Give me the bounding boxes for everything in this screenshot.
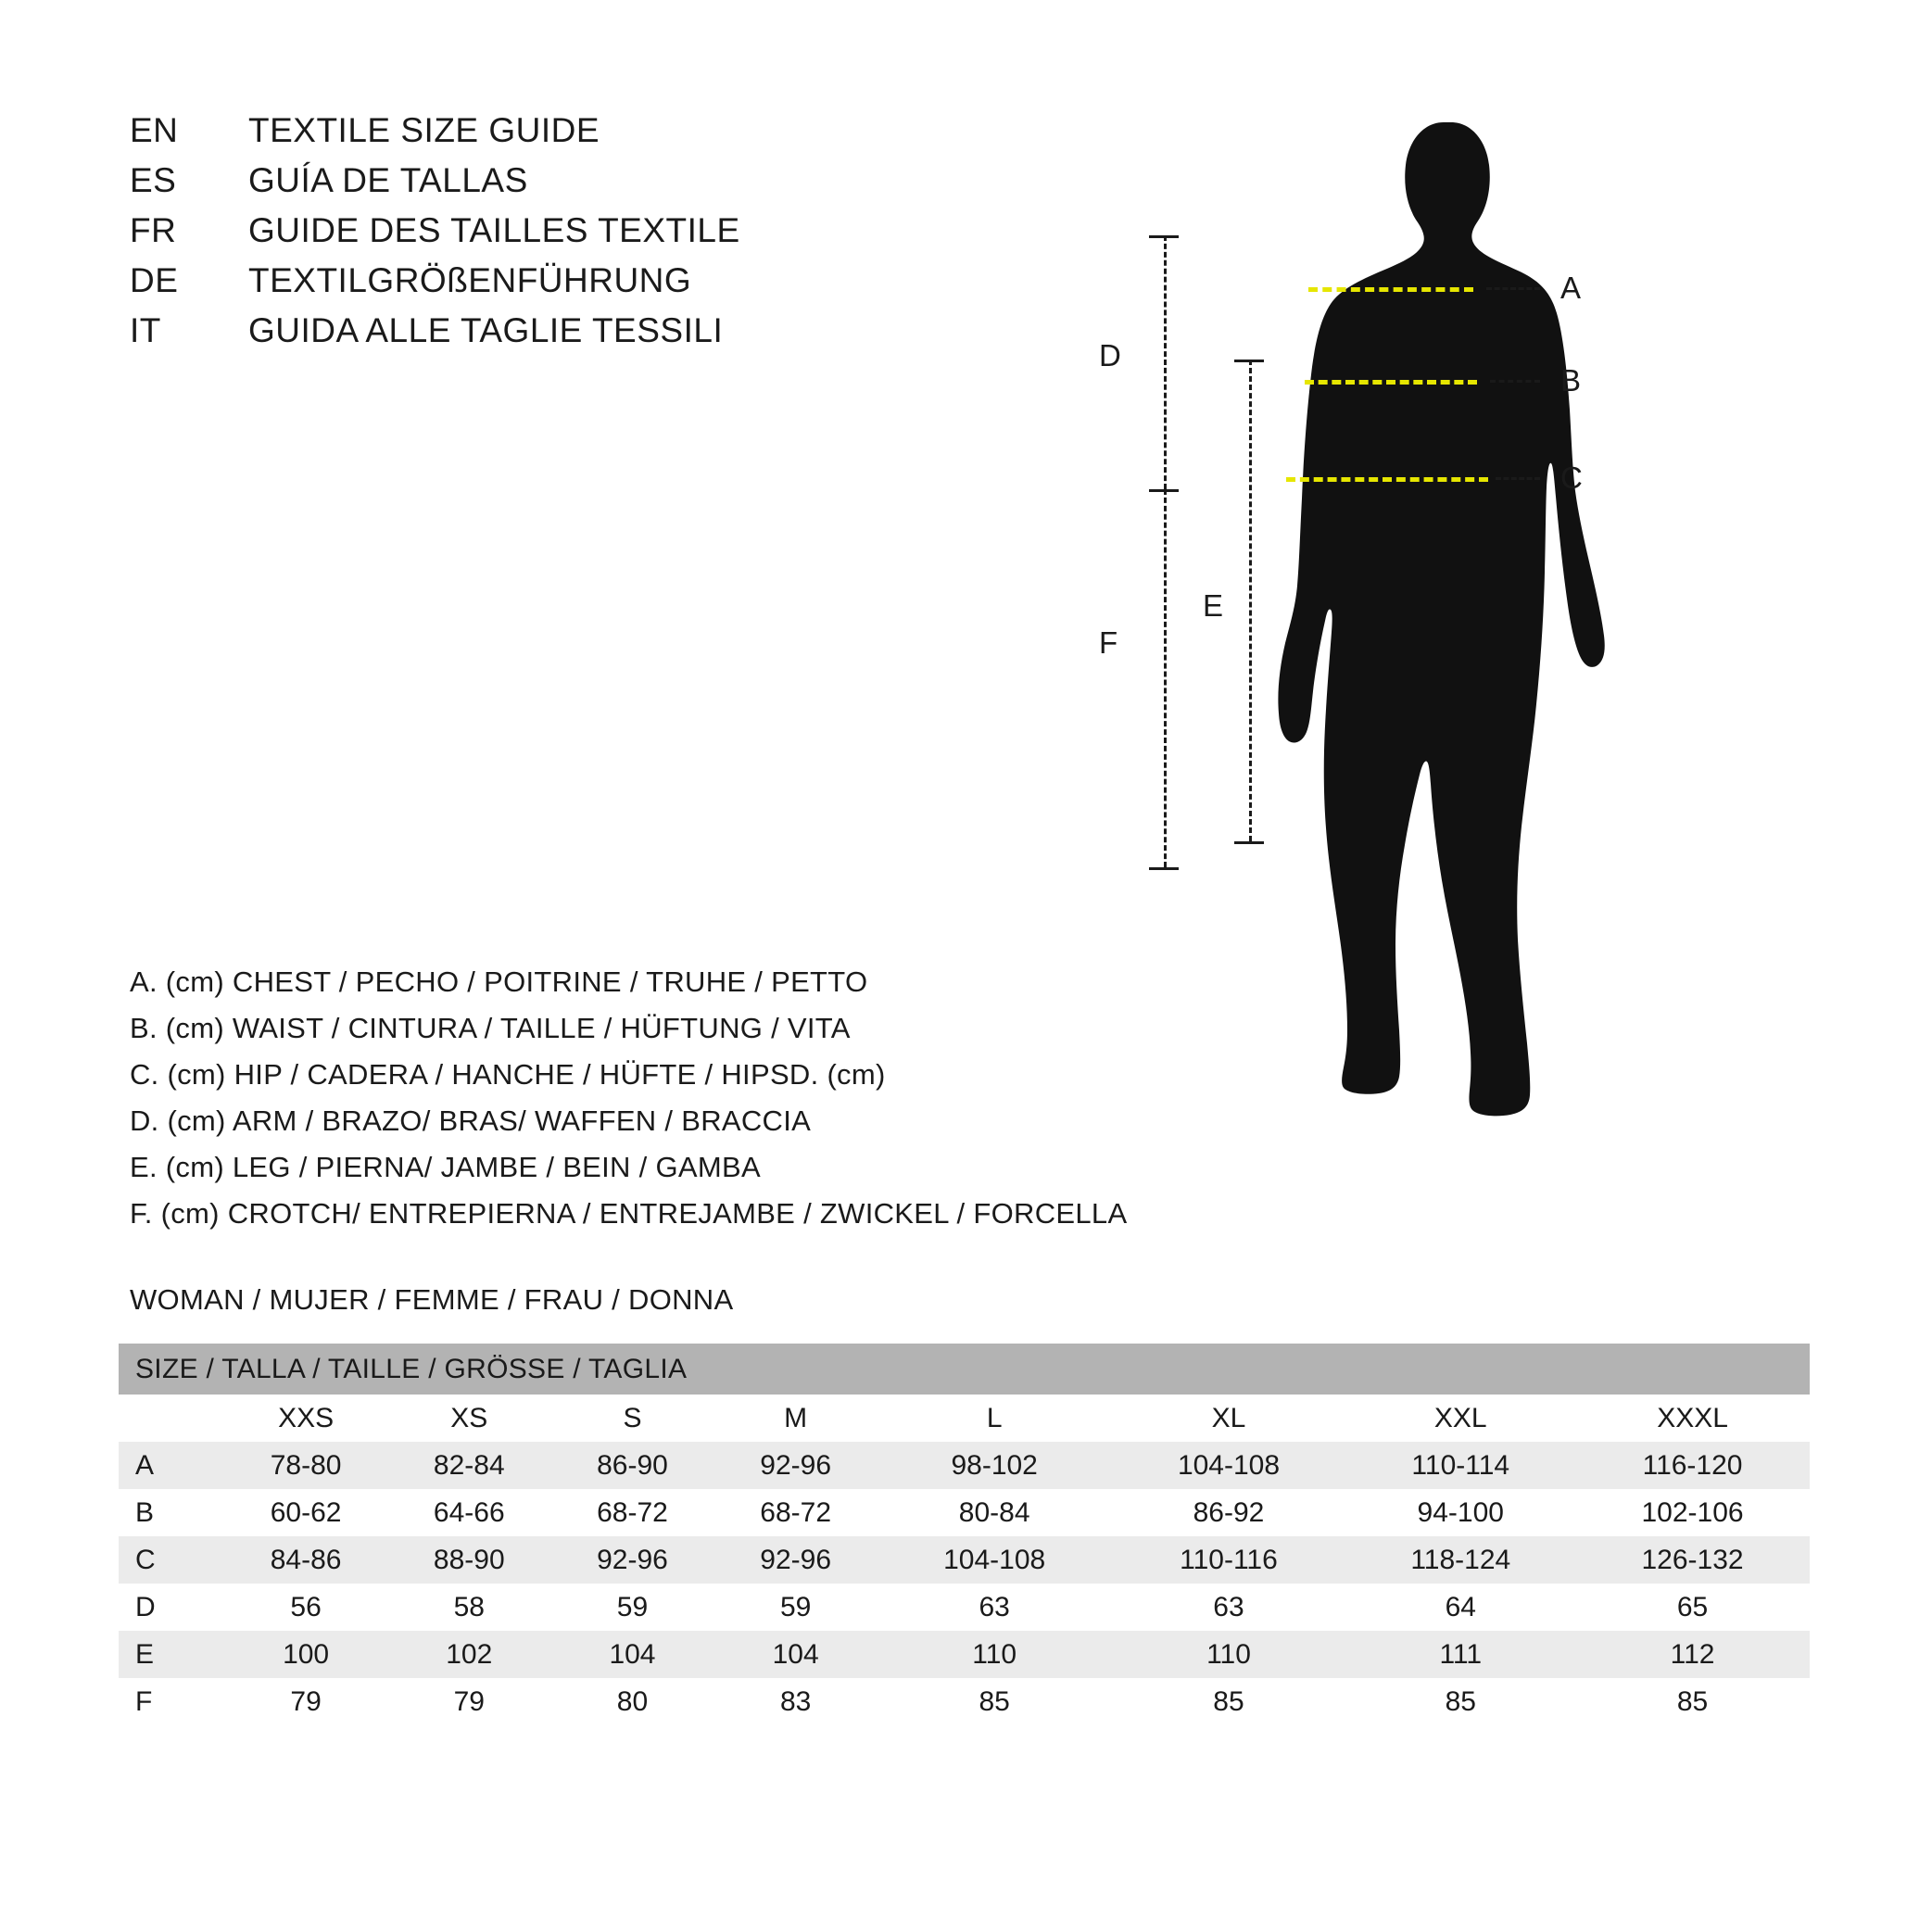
legend-item-f: F. (cm) CROTCH/ ENTREPIERNA / ENTREJAMBE / ZWICKEL / FORCELLA bbox=[130, 1197, 1128, 1230]
title-text-it: GUIDA ALLE TAGLIE TESSILI bbox=[248, 311, 724, 349]
legend-item-c: C. (cm) HIP / CADERA / HANCHE / HÜFTE / HIPSD. (cm) bbox=[130, 1058, 886, 1091]
cell-a-xxl: 110-114 bbox=[1345, 1442, 1575, 1489]
marker-d: D bbox=[1099, 338, 1121, 372]
legend-item-d: D. (cm) ARM / BRAZO/ BRAS/ WAFFEN / BRACCIA bbox=[130, 1104, 812, 1137]
cell-f-xl: 85 bbox=[1112, 1678, 1346, 1725]
marker-a: A bbox=[1560, 271, 1582, 305]
cell-f-l: 85 bbox=[878, 1678, 1112, 1725]
cell-b-l: 80-84 bbox=[878, 1489, 1112, 1536]
cell-e-xl: 110 bbox=[1112, 1631, 1346, 1678]
leader-line-b bbox=[1490, 380, 1540, 383]
cell-f-xxs: 79 bbox=[224, 1678, 387, 1725]
cell-a-s: 86-90 bbox=[550, 1442, 713, 1489]
cell-e-s: 104 bbox=[550, 1631, 713, 1678]
woman-silhouette-icon bbox=[1149, 65, 1890, 1205]
size-xxl: XXL bbox=[1345, 1395, 1575, 1442]
cell-f-xxl: 85 bbox=[1345, 1678, 1575, 1725]
size-xl: XL bbox=[1112, 1395, 1346, 1442]
title-row bbox=[130, 211, 740, 261]
cell-b-m: 68-72 bbox=[714, 1489, 878, 1536]
dim-f-line bbox=[1164, 489, 1167, 867]
dim-d-line bbox=[1164, 235, 1167, 489]
cell-c-l: 104-108 bbox=[878, 1536, 1112, 1584]
dim-e-line bbox=[1249, 360, 1252, 841]
cell-b-xxl: 94-100 bbox=[1345, 1489, 1575, 1536]
cell-f-s: 80 bbox=[550, 1678, 713, 1725]
cell-d-xl: 63 bbox=[1112, 1584, 1346, 1631]
cell-b-xs: 64-66 bbox=[387, 1489, 550, 1536]
cell-d-xxl: 64 bbox=[1345, 1584, 1575, 1631]
cell-d-xxs: 56 bbox=[224, 1584, 387, 1631]
row-label-f: F bbox=[119, 1678, 224, 1725]
title-lang-es: ES bbox=[130, 161, 177, 199]
cell-e-m: 104 bbox=[714, 1631, 878, 1678]
legend-item-e: E. (cm) LEG / PIERNA/ JAMBE / BEIN / GAMBA bbox=[130, 1151, 761, 1183]
marker-b: B bbox=[1560, 363, 1582, 398]
size-xs: XS bbox=[387, 1395, 550, 1442]
legend-block bbox=[130, 959, 1127, 1237]
size-xxxl: XXXL bbox=[1575, 1395, 1810, 1442]
dim-f-bottom-tick bbox=[1149, 867, 1179, 870]
size-s: S bbox=[550, 1395, 713, 1442]
table-header-title: SIZE / TALLA / TAILLE / GRÖSSE / TAGLIA bbox=[119, 1344, 1810, 1395]
row-label-a: A bbox=[119, 1442, 224, 1489]
chest-measure-line bbox=[1308, 287, 1473, 292]
leader-line-c bbox=[1496, 477, 1540, 480]
cell-b-xl: 86-92 bbox=[1112, 1489, 1346, 1536]
cell-e-xxl: 111 bbox=[1345, 1631, 1575, 1678]
cell-d-l: 63 bbox=[878, 1584, 1112, 1631]
cell-e-xs: 102 bbox=[387, 1631, 550, 1678]
table-row bbox=[119, 1489, 1810, 1536]
marker-f: F bbox=[1099, 625, 1118, 660]
title-block bbox=[130, 111, 740, 361]
marker-c: C bbox=[1560, 461, 1583, 495]
cell-c-s: 92-96 bbox=[550, 1536, 713, 1584]
row-label-e: E bbox=[119, 1631, 224, 1678]
cell-a-l: 98-102 bbox=[878, 1442, 1112, 1489]
legend-item-a: A. (cm) CHEST / PECHO / POITRINE / TRUHE / PETTO bbox=[130, 966, 868, 998]
title-row bbox=[130, 161, 740, 211]
cell-c-xl: 110-116 bbox=[1112, 1536, 1346, 1584]
cell-d-xs: 58 bbox=[387, 1584, 550, 1631]
cell-f-m: 83 bbox=[714, 1678, 878, 1725]
cell-c-xxxl: 126-132 bbox=[1575, 1536, 1810, 1584]
title-row bbox=[130, 261, 740, 311]
size-m: M bbox=[714, 1395, 878, 1442]
marker-e: E bbox=[1203, 588, 1224, 623]
title-lang-en: EN bbox=[130, 111, 179, 149]
title-row bbox=[130, 111, 740, 161]
figure-area bbox=[1099, 65, 1890, 1205]
sizes-row-label bbox=[119, 1395, 224, 1442]
table-header-row bbox=[119, 1344, 1810, 1395]
table-row bbox=[119, 1442, 1810, 1489]
waist-measure-line bbox=[1305, 380, 1477, 385]
size-l: L bbox=[878, 1395, 1112, 1442]
legend-item-b: B. (cm) WAIST / CINTURA / TAILLE / HÜFTUNG / VITA bbox=[130, 1012, 851, 1044]
cell-c-xxl: 118-124 bbox=[1345, 1536, 1575, 1584]
title-lang-it: IT bbox=[130, 311, 161, 349]
table-row bbox=[119, 1584, 1810, 1631]
cell-a-xs: 82-84 bbox=[387, 1442, 550, 1489]
table-row bbox=[119, 1631, 1810, 1678]
cell-f-xs: 79 bbox=[387, 1678, 550, 1725]
cell-e-l: 110 bbox=[878, 1631, 1112, 1678]
hip-measure-line bbox=[1286, 477, 1488, 482]
row-label-d: D bbox=[119, 1584, 224, 1631]
title-text-es: GUÍA DE TALLAS bbox=[248, 161, 528, 199]
cell-c-m: 92-96 bbox=[714, 1536, 878, 1584]
size-table bbox=[119, 1344, 1810, 1725]
size-xxs: XXS bbox=[224, 1395, 387, 1442]
row-label-b: B bbox=[119, 1489, 224, 1536]
cell-a-xl: 104-108 bbox=[1112, 1442, 1346, 1489]
cell-c-xxs: 84-86 bbox=[224, 1536, 387, 1584]
cell-b-xxs: 60-62 bbox=[224, 1489, 387, 1536]
cell-b-xxxl: 102-106 bbox=[1575, 1489, 1810, 1536]
cell-a-m: 92-96 bbox=[714, 1442, 878, 1489]
gender-label: WOMAN / MUJER / FEMME / FRAU / DONNA bbox=[130, 1283, 734, 1316]
table-sizes-row bbox=[119, 1395, 1810, 1442]
cell-d-s: 59 bbox=[550, 1584, 713, 1631]
cell-b-s: 68-72 bbox=[550, 1489, 713, 1536]
cell-a-xxxl: 116-120 bbox=[1575, 1442, 1810, 1489]
cell-d-xxxl: 65 bbox=[1575, 1584, 1810, 1631]
dim-e-bottom-tick bbox=[1234, 841, 1264, 844]
title-text-fr: GUIDE DES TAILLES TEXTILE bbox=[248, 211, 740, 249]
leader-line-a bbox=[1486, 287, 1540, 290]
title-row bbox=[130, 311, 740, 361]
table-row bbox=[119, 1678, 1810, 1725]
cell-a-xxs: 78-80 bbox=[224, 1442, 387, 1489]
cell-c-xs: 88-90 bbox=[387, 1536, 550, 1584]
cell-f-xxxl: 85 bbox=[1575, 1678, 1810, 1725]
title-text-en: TEXTILE SIZE GUIDE bbox=[248, 111, 600, 149]
cell-e-xxs: 100 bbox=[224, 1631, 387, 1678]
cell-d-m: 59 bbox=[714, 1584, 878, 1631]
cell-e-xxxl: 112 bbox=[1575, 1631, 1810, 1678]
title-lang-fr: FR bbox=[130, 211, 177, 249]
title-lang-de: DE bbox=[130, 261, 179, 299]
table-row bbox=[119, 1536, 1810, 1584]
title-text-de: TEXTILGRÖßENFÜHRUNG bbox=[248, 261, 692, 299]
row-label-c: C bbox=[119, 1536, 224, 1584]
